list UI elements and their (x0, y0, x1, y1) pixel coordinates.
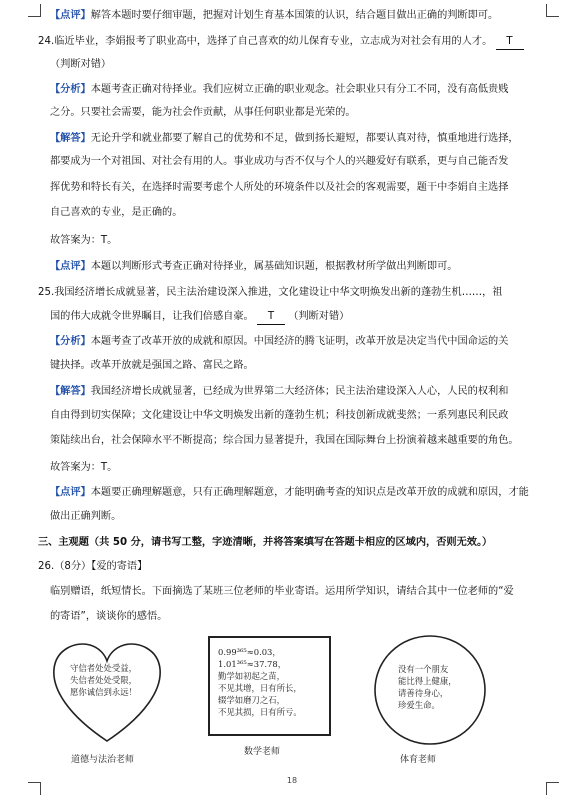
question-26-text: 临别赠语，纸短情长。下面摘选了某班三位老师的毕业寄语。运用所学知识，请结合其中一位老师的“爱 (50, 586, 514, 597)
judge-label: （判断对错） (50, 59, 112, 70)
comment-25-cont: 做出正确判断。 (50, 511, 122, 522)
solution-25-l3: 策陆续出台，社会保障水平不断提高；综合国力显著提升，我国在国际舞台上扮演着越来越重要的角色。 (50, 435, 519, 446)
heart-caption: 道德与法治老师 (71, 755, 135, 765)
comment-25: 【点评】本题要正确理解题意，只有正确理解题意，才能明确考查的知识点是改革开放的成就和原因，才能 (50, 487, 529, 498)
math-caption: 数学老师 (244, 747, 281, 757)
section-3-heading: 三、主观题（共 50 分，请书写工整，字迹清晰，并将答案填写在答题卡相应的区域内，否则无效。） (38, 537, 493, 548)
analysis-24-cont: 之分。只要社会需要，能为社会作贡献，从事任何职业都是光荣的。 (50, 107, 356, 118)
q23-comment: 【点评】解答本题时要仔细审题，把握对计划生育基本国策的认识，结合题目做出正确的判断即可。 (50, 10, 499, 21)
page-number: 18 (286, 776, 298, 785)
crop-mark-top-left (28, 4, 41, 17)
answer-24: 故答案为：T。 (50, 235, 118, 246)
comment-24: 【点评】本题以判断形式考查正确对待择业，属基础知识题，根据教材所学做出判断即可。 (50, 261, 458, 272)
solution-24: 【解答】无论升学和就业都要了解自己的优势和不足，做到扬长避短，都要认真对待，慎重地进行选择， (50, 133, 519, 144)
solution-24-l3: 挥优势和特长有关，在选择时需要考虑个人所处的环境条件以及社会的客观需要，题干中李娟自主选择 (50, 182, 509, 193)
question-25-cont: 国的伟大成就令世界瞩目，让我们倍感自豪。 T （判断对错） (50, 310, 556, 325)
solution-24-l4: 自己喜欢的专业，是正确的。 (50, 207, 183, 218)
analysis-24: 【分析】本题考查正确对待择业。我们应树立正确的职业观念。社会职业只有分工不同，没有高低贵贱 (50, 84, 509, 95)
circle-message: 没有一个朋友 能比得上健康， 请善待身心， 珍爱生命。 (398, 664, 457, 710)
circle-caption: 体育老师 (400, 755, 437, 765)
analysis-25-cont: 键抉择。改革开放就是强国之路、富民之路。 (50, 360, 254, 371)
answer-blank: T (496, 35, 524, 50)
heart-message: 守信者处处受益， 失信者处处受限， 愿你诚信到永远！ (70, 663, 137, 697)
answer-blank: T (257, 310, 285, 325)
comment-tag: 【点评】 (50, 10, 91, 21)
analysis-25: 【分析】本题考查了改革开放的成就和原因。中国经济的腾飞证明，改革开放是决定当代中国命运的关 (50, 336, 509, 347)
question-26-text-cont: 的寄语”，谈谈你的感悟。 (50, 611, 168, 622)
solution-25-l2: 自由得到切实保障；文化建设让中华文明焕发出新的蓬勃生机；科技创新成就斐然；一系列惠民利民政 (50, 410, 509, 421)
solution-24-l2: 都要成为一个对祖国、对社会有用的人。事业成功与否不仅与个人的兴趣爱好有联系，更与自己能否发 (50, 156, 509, 167)
math-quote-box: 0.99³⁶⁵≈0.03， 1.01³⁶⁵≈37.78， 勤学如初起之苗， 不见其增，日有所长， 辍学如磨刀之石， 不见其损，日有所亏。 (208, 636, 331, 736)
question-25: 25.我国经济增长成就显著，民主法治建设深入推进，文化建设让中华文明焕发出新的蓬勃生机……，祖 (38, 287, 503, 298)
solution-25: 【解答】我国经济增长成就显著，已经成为世界第二大经济体；民主法治建设深入人心，人民的权利和 (50, 386, 509, 397)
answer-25: 故答案为：T。 (50, 462, 118, 473)
question-26: 26.（8分）【爱的寄语】 (38, 561, 148, 572)
question-24: 24.临近毕业，李娟报考了职业高中，选择了自己喜欢的幼儿保育专业，立志成为对社会有用的人才。 T (38, 35, 556, 50)
